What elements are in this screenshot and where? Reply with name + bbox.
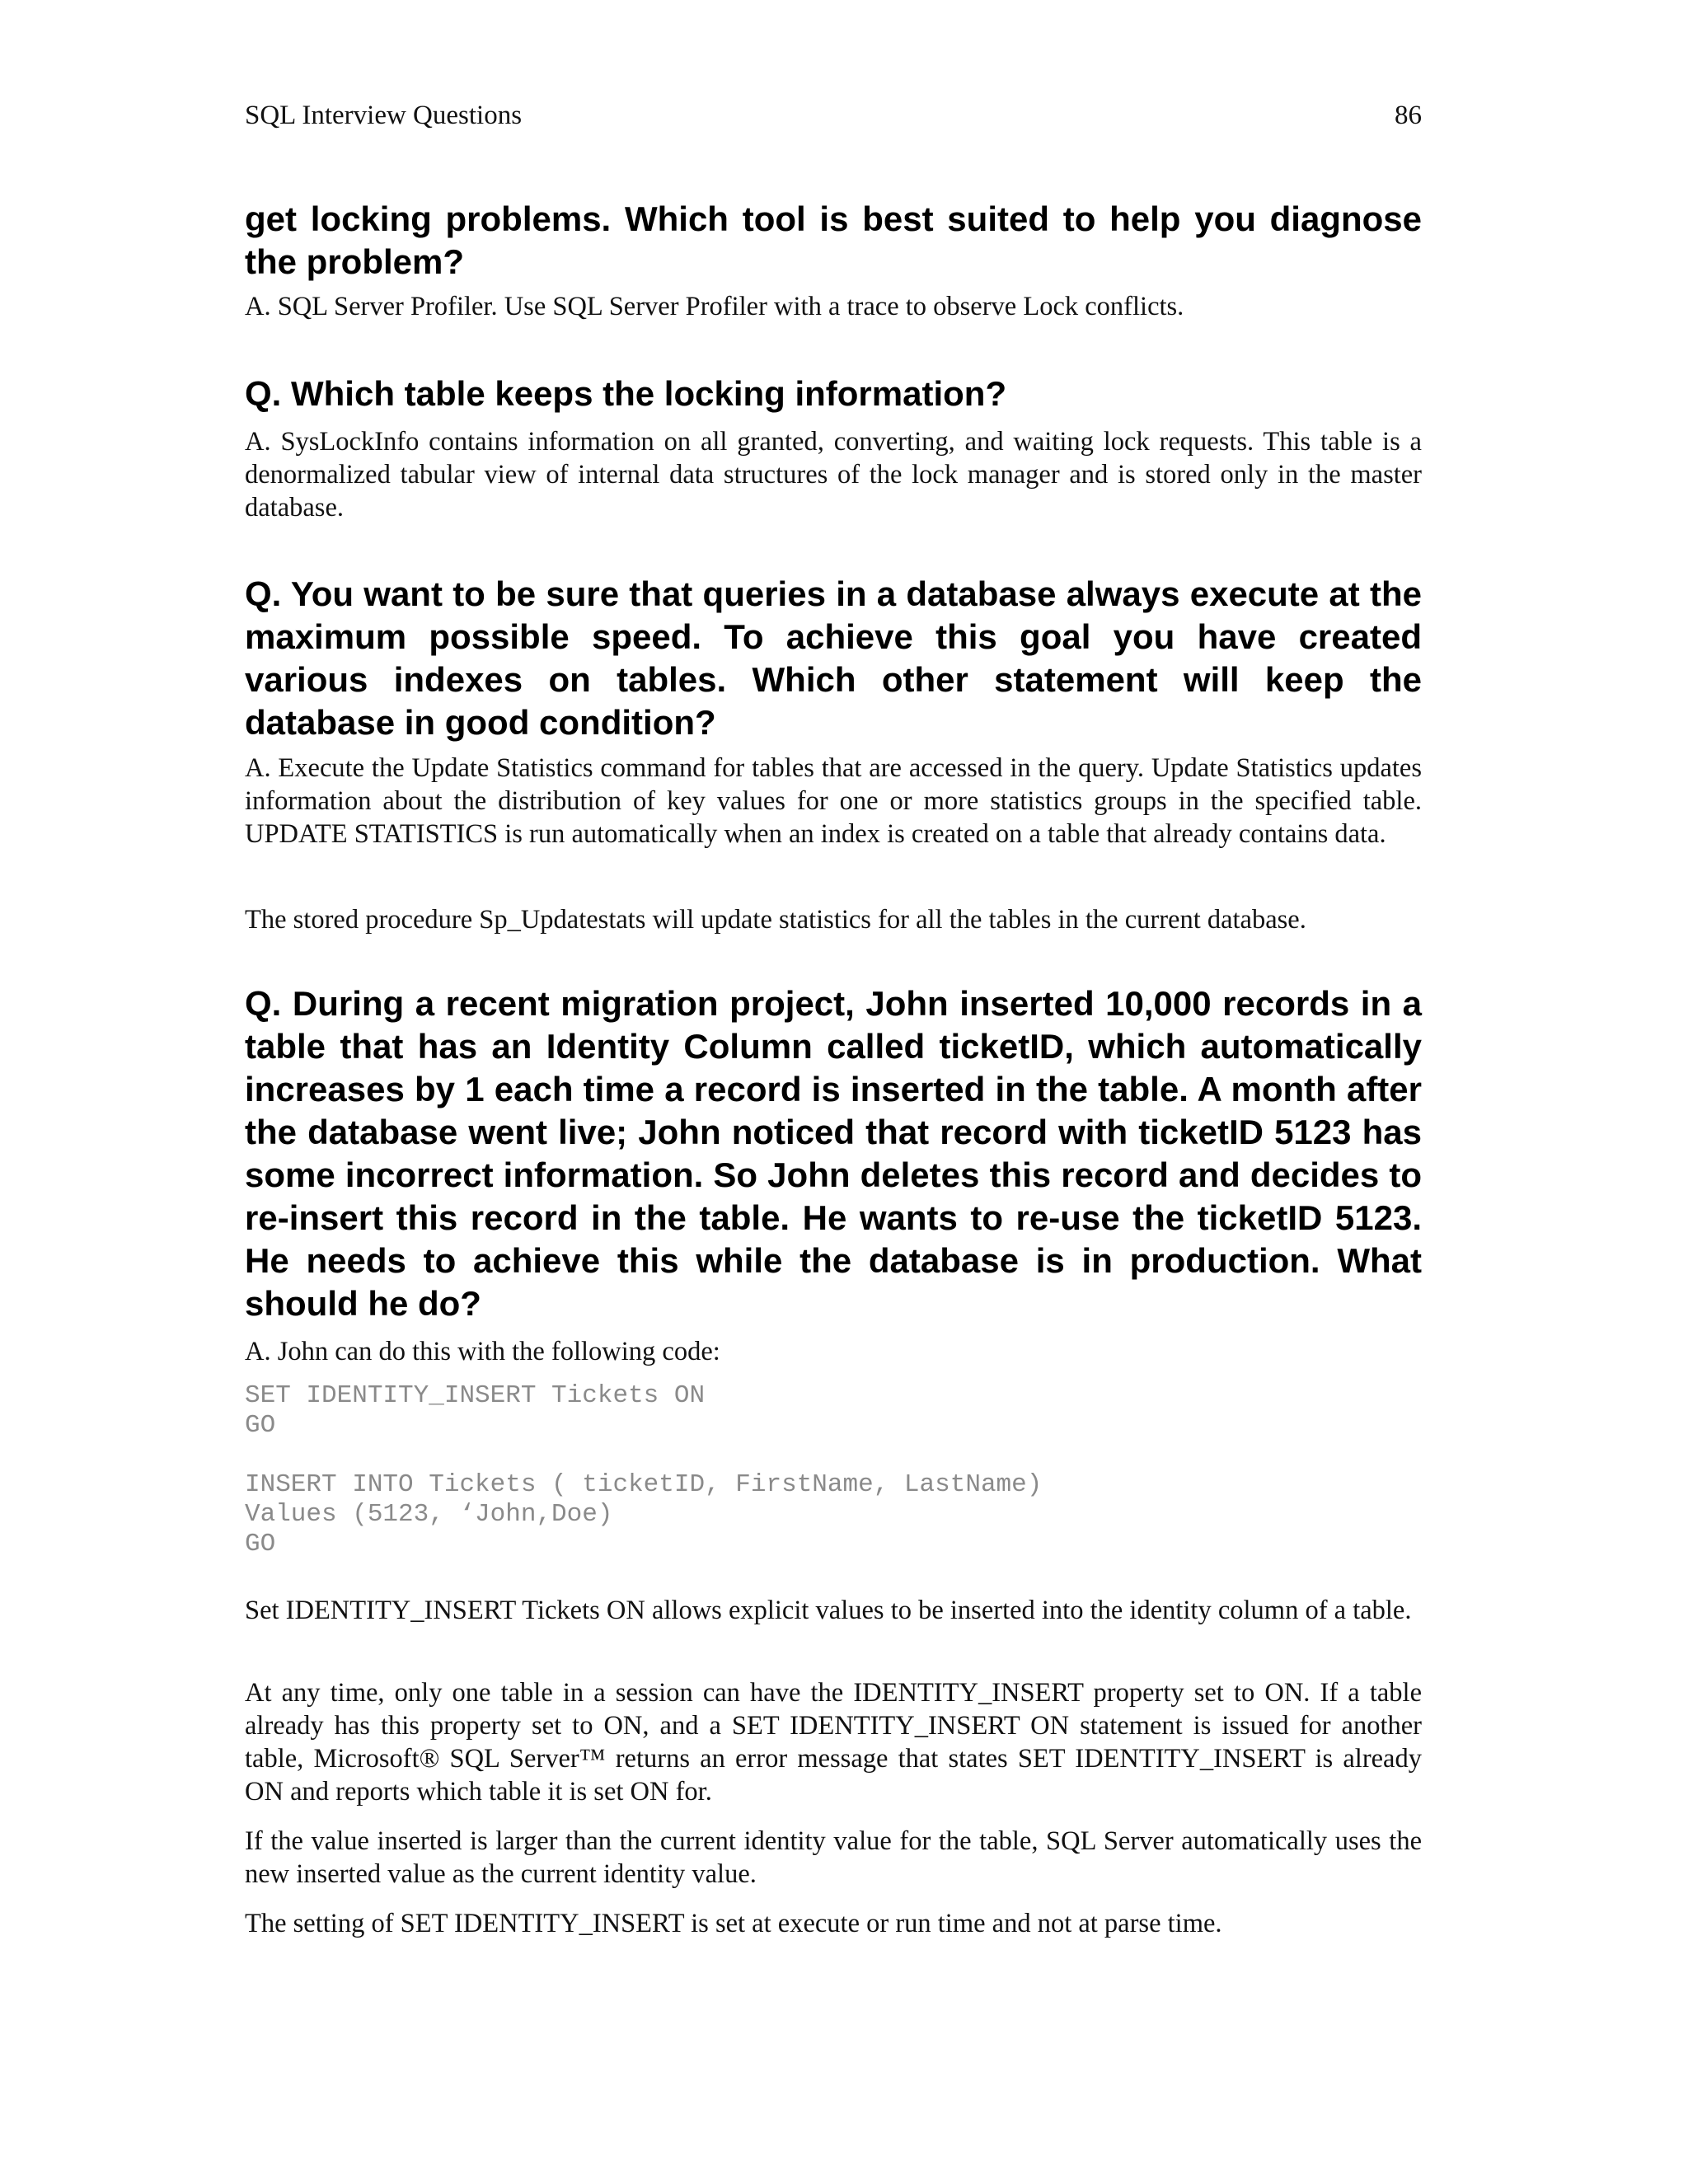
answer-intro: A. John can do this with the following code:: [245, 1337, 720, 1366]
page-header: [245, 97, 1422, 137]
question-heading: Q. Which table keeps the locking information?: [245, 374, 1007, 413]
answer-paragraph: At any time, only one table in a session can have the IDENTITY_INSERT property set to ON. If a table already has this property set to ON, and a SET IDENTITY_INSERT ON statement is issued for another table, Microsoft® SQL Server™ returns an error message that states SET IDENTITY_INSERT is already ON and reports which table it is set ON for.: [245, 1678, 1422, 1807]
code-block: SET IDENTITY_INSERT Tickets ON GO: [245, 1381, 706, 1440]
question-heading: Q. You want to be sure that queries in a database always execute at the maximum possible speed. To achieve this goal you have created various indexes on tables. Which other statement will keep the database in good condition?: [245, 574, 1422, 742]
answer-paragraph: The stored procedure Sp_Updatestats will update statistics for all the tables in the current database.: [245, 905, 1306, 935]
page-number: 86: [1395, 101, 1422, 130]
answer-paragraph: A. SQL Server Profiler. Use SQL Server Profiler with a trace to observe Lock conflicts.: [245, 292, 1184, 321]
answer-paragraph: The setting of SET IDENTITY_INSERT is set at execute or run time and not at parse time.: [245, 1909, 1222, 1938]
answer-paragraph: If the value inserted is larger than the current identity value for the table, SQL Server automatically uses the new inserted value as the current identity value.: [245, 1826, 1422, 1889]
code-block: INSERT INTO Tickets ( ticketID, FirstName, LastName) Values (5123, ‘John,Doe) GO: [245, 1470, 1043, 1558]
answer-paragraph: Set IDENTITY_INSERT Tickets ON allows explicit values to be inserted into the identity column of a table.: [245, 1596, 1412, 1625]
question-heading: Q. During a recent migration project, John inserted 10,000 records in a table that has an Identity Column called ticketID, which automatically increases by 1 each time a record is inserted in the table. A month after the database went live; John noticed that record with ticketID 5123 has some incorrect information. So John deletes this record and decides to re-insert this record in the table. He wants to re-use the ticketID 5123. He needs to achieve this while the database is in production. What should he do?: [245, 984, 1422, 1323]
question-heading: get locking problems. Which tool is best suited to help you diagnose the problem?: [245, 199, 1422, 281]
running-title: SQL Interview Questions: [245, 101, 523, 130]
answer-paragraph: A. SysLockInfo contains information on all granted, converting, and waiting lock requests. This table is a denormalized tabular view of internal data structures of the lock manager and is stored only in the master database.: [245, 427, 1422, 523]
answer-paragraph: A. Execute the Update Statistics command for tables that are accessed in the query. Update Statistics updates information about the distribution of key values for one or more statistics groups in the specified table. UPDATE STATISTICS is run automatically when an index is created on a table that already contains data.: [245, 753, 1422, 849]
